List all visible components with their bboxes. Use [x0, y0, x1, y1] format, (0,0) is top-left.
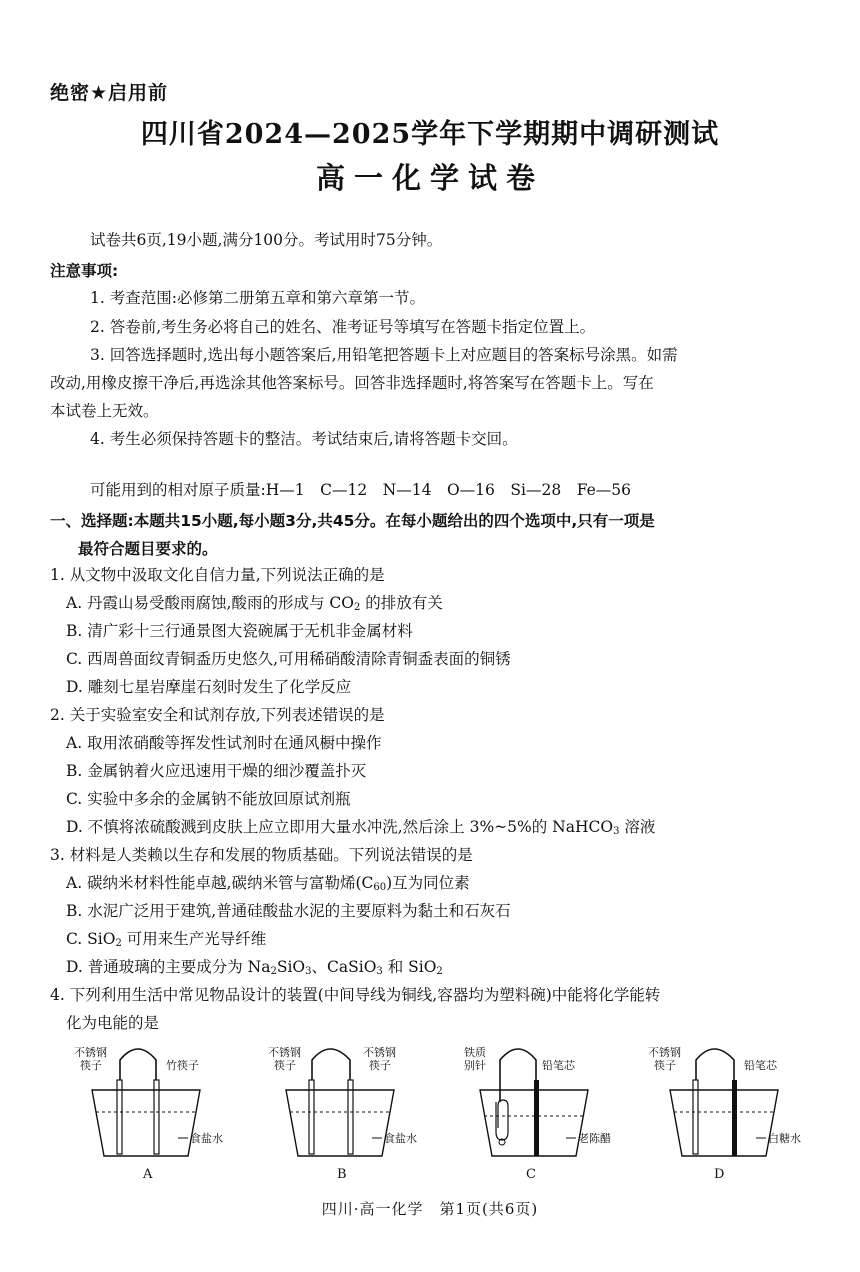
- apparatus-a: [74, 1045, 223, 1182]
- caption-b: B: [337, 1167, 347, 1182]
- plastic-bowl: [670, 1090, 778, 1156]
- electrode-left: [309, 1080, 314, 1154]
- label-right-electrode: 筷子: [369, 1059, 391, 1072]
- question-1-option-b: B. 清广彩十三行通景图大瓷碗属于无机非金属材料: [66, 622, 413, 640]
- caption-d: D: [714, 1167, 725, 1182]
- question-1-option-c: C. 西周兽面纹青铜盉历史悠久,可用稀硝酸清除青铜盉表面的铜锈: [66, 650, 511, 668]
- question-3-option-a: A. 碳纳米材料性能卓越,碳纳米管与富勒烯$(C_{60})$互为同位素: [66, 874, 470, 893]
- label-right-electrode: 铅笔芯: [744, 1059, 777, 1072]
- copper-wire: [120, 1049, 156, 1094]
- label-liquid: 食盐水: [190, 1132, 223, 1145]
- electrode-right: [154, 1080, 159, 1154]
- question-3-option-d: D. 普通玻璃的主要成分为 $Na_2SiO_3$、CaSiO$_3$ 和 SiO$_2$: [66, 958, 443, 977]
- caption-a: A: [143, 1167, 153, 1182]
- notice-item: 本试卷上无效。: [50, 402, 159, 420]
- question-3-option-b: B. 水泥广泛用于建筑,普通硅酸盐水泥的主要原料为黏土和石灰石: [66, 902, 511, 920]
- electrode-pencil-lead: [534, 1080, 539, 1156]
- question-3-option-c: C. SiO$_2$ 可用来生产光导纤维: [66, 930, 267, 949]
- notice-item: 3. 回答选择题时,选出每小题答案后,用铅笔把答题卡上对应题目的答案标号涂黑。如需: [90, 346, 678, 364]
- label-left-electrode: 筷子: [80, 1059, 102, 1072]
- question-2-option-b: B. 金属钠着火应迅速用干燥的细沙覆盖扑灭: [66, 762, 367, 780]
- label-liquid: 食盐水: [384, 1132, 417, 1145]
- caption-c: C: [526, 1167, 536, 1182]
- electrode-pencil-lead: [732, 1080, 737, 1156]
- label-liquid: 白糖水: [768, 1132, 801, 1145]
- label-left-electrode: 筷子: [274, 1059, 296, 1072]
- label-right-electrode: 竹筷子: [166, 1059, 199, 1072]
- question-2-stem: 2. 关于实验室安全和试剂存放,下列表述错误的是: [50, 706, 385, 724]
- electrode-left: [117, 1080, 122, 1154]
- apparatus-figure: [60, 1040, 820, 1190]
- safety-pin: [496, 1100, 508, 1140]
- label-left-electrode: 不锈钢: [268, 1046, 301, 1059]
- question-2-option-a: A. 取用浓硝酸等挥发性试剂时在通风橱中操作: [66, 734, 382, 752]
- label-left-electrode: 筷子: [654, 1059, 676, 1072]
- section-heading: 一、选择题:本题共15小题,每小题3分,共45分。在每小题给出的四个选项中,只有一项是: [50, 512, 655, 530]
- question-4-stem: 4. 下列利用生活中常见物品设计的装置(中间导线为铜线,容器均为塑料碗)中能将化学能转: [50, 986, 661, 1004]
- notice-item: 4. 考生必须保持答题卡的整洁。考试结束后,请将答题卡交回。: [90, 430, 518, 448]
- copper-wire: [500, 1049, 536, 1102]
- plastic-bowl: [286, 1090, 394, 1156]
- question-2-option-d: D. 不慎将浓硫酸溅到皮肤上应立即用大量水冲洗,然后涂上 3%~5%的 NaHCO$_3$ 溶液: [66, 818, 656, 837]
- question-1-option-a: A. 丹霞山易受酸雨腐蚀,酸雨的形成与 $CO_2$ 的排放有关: [66, 594, 443, 613]
- plastic-bowl: [92, 1090, 200, 1156]
- label-left-electrode: 铁质: [464, 1046, 486, 1059]
- copper-wire: [696, 1049, 734, 1094]
- copper-wire: [312, 1049, 350, 1094]
- intro-text: 试卷共6页,19小题,满分100分。考试用时75分钟。: [90, 231, 443, 249]
- label-left-electrode: 不锈钢: [74, 1046, 107, 1059]
- question-4-stem-cont: 化为电能的是: [66, 1014, 160, 1032]
- exam-title: 四川省2024—2025学年下学期期中调研测试: [140, 119, 720, 150]
- label-left-electrode: 别针: [464, 1059, 486, 1072]
- electrode-right: [348, 1080, 353, 1154]
- notice-item: 改动,用橡皮擦干净后,再选涂其他答案标号。回答非选择题时,将答案写在答题卡上。写在: [50, 374, 654, 392]
- label-left-electrode: 不锈钢: [648, 1046, 681, 1059]
- label-liquid: 老陈醋: [578, 1132, 611, 1145]
- exam-subtitle: 高一化学试卷: [315, 161, 544, 195]
- question-2-option-c: C. 实验中多余的金属钠不能放回原试剂瓶: [66, 790, 351, 808]
- notice-heading: 注意事项:: [50, 262, 119, 280]
- electrode-left: [693, 1080, 698, 1154]
- question-1-stem: 1. 从文物中汲取文化自信力量,下列说法正确的是: [50, 566, 385, 584]
- apparatus-d: [648, 1045, 801, 1182]
- apparatus-b: [268, 1045, 417, 1182]
- atomic-masses: 可能用到的相对原子质量:H—1 C—12 N—14 O—16 Si—28 Fe—56: [90, 481, 632, 499]
- label-right-electrode: 不锈钢: [363, 1046, 396, 1059]
- page-footer: 四川·高一化学 第1页(共6页): [321, 1200, 539, 1218]
- section-heading-cont: 最符合题目要求的。: [78, 540, 218, 558]
- label-right-electrode: 铅笔芯: [542, 1059, 575, 1072]
- notice-item: 2. 答卷前,考生务必将自己的姓名、准考证号等填写在答题卡指定位置上。: [90, 318, 596, 336]
- question-1-option-d: D. 雕刻七星岩摩崖石刻时发生了化学反应: [66, 678, 352, 696]
- question-3-stem: 3. 材料是人类赖以生存和发展的物质基础。下列说法错误的是: [50, 846, 473, 864]
- confidential-label: 绝密★启用前: [50, 82, 169, 104]
- apparatus-c: [464, 1045, 611, 1182]
- notice-item: 1. 考查范围:必修第二册第五章和第六章第一节。: [90, 289, 425, 307]
